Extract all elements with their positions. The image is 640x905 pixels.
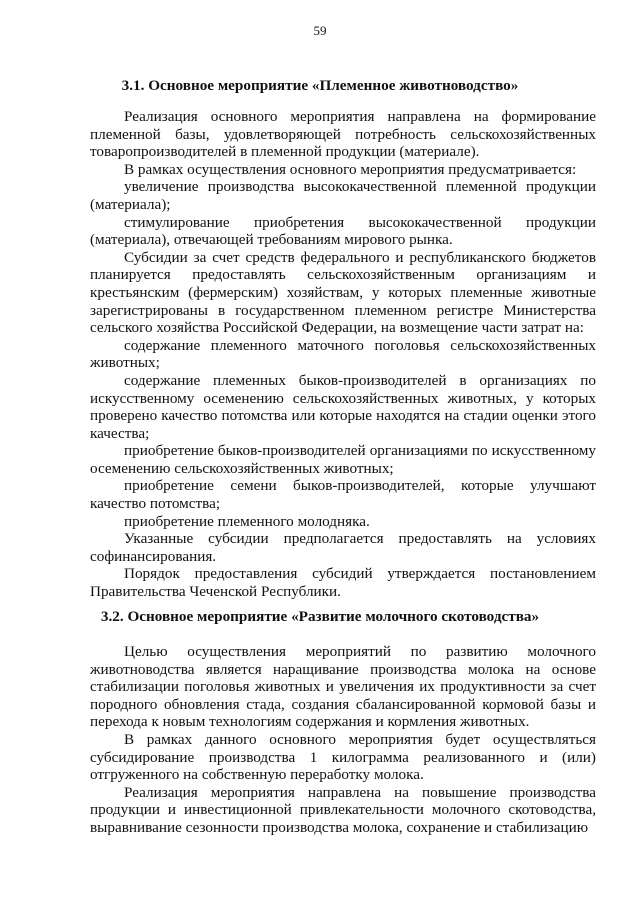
paragraph: содержание племенных быков-производителей в организациях по искусственному осеменению сельскохозяйственных животных, у которых проверено качество потомства или которые находятся на стадии оценки этого качества; — [90, 371, 596, 442]
paragraph: Субсидии за счет средств федерального и республиканского бюджетов планируется предоставлять сельскохозяйственным организациям и крестьянским (фермерским) хозяйствам, у которых племенные животные зарегистрированы в государственном племенном регистре Министерства сельского хозяйства Российской Федерации, на возмещение части затрат на: — [90, 248, 596, 337]
paragraph: В рамках данного основного мероприятия будет осуществляться субсидирование производства 1 килограмма реализованного и (или) отгруженного на собственную переработку молока. — [90, 730, 596, 784]
paragraph: Указанные субсидии предполагается предоставлять на условиях софинансирования. — [90, 530, 596, 565]
paragraph: Целью осуществления мероприятий по развитию молочного животноводства является наращивание производства молока на основе стабилизации поголовья животных и увеличения их продуктивности за счет породного обновления стада, создания сбалансированной кормовой базы и перехода к новым технологиям содержания и кормления животных. — [90, 643, 596, 731]
page-number: 59 — [313, 23, 327, 38]
paragraph: приобретение семени быков-производителей, которые улучшают качество потомства; — [90, 477, 596, 513]
paragraph: приобретение быков-производителей организациями по искусственному осеменению сельскохозяйственных животных; — [90, 442, 596, 477]
section-1-body — [90, 108, 596, 601]
paragraph: стимулирование приобретения высококачественной продукции (материала), отвечающей требованиям мирового рынка. — [90, 213, 596, 249]
paragraph: Реализация основного мероприятия направлена на формирование племенной базы, удовлетворяющей потребность сельскохозяйственных товаропроизводителей в племенной продукции (материале). — [90, 108, 596, 161]
section-2-body — [90, 643, 596, 837]
paragraph: Порядок предоставления субсидий утверждается постановлением Правительства Чеченской Республики. — [90, 565, 596, 601]
section-2-heading: 3.2. Основное мероприятие «Развитие молочного скотоводства» — [100, 608, 540, 625]
section-1-heading: 3.1. Основное мероприятие «Племенное животноводство» — [121, 77, 519, 94]
paragraph: содержание племенного маточного поголовья сельскохозяйственных животных; — [90, 336, 596, 372]
paragraph: В рамках осуществления основного мероприятия предусматривается: — [124, 160, 577, 178]
paragraph: Реализация мероприятия направлена на повышение производства продукции и инвестиционной привлекательности молочного скотоводства, выравнивание сезонности производства молока, сохранение и стабилизацию — [90, 783, 596, 836]
paragraph: увеличение производства высококачественной племенной продукции (материала); — [90, 178, 596, 213]
paragraph: приобретение племенного молодняка. — [124, 512, 370, 530]
